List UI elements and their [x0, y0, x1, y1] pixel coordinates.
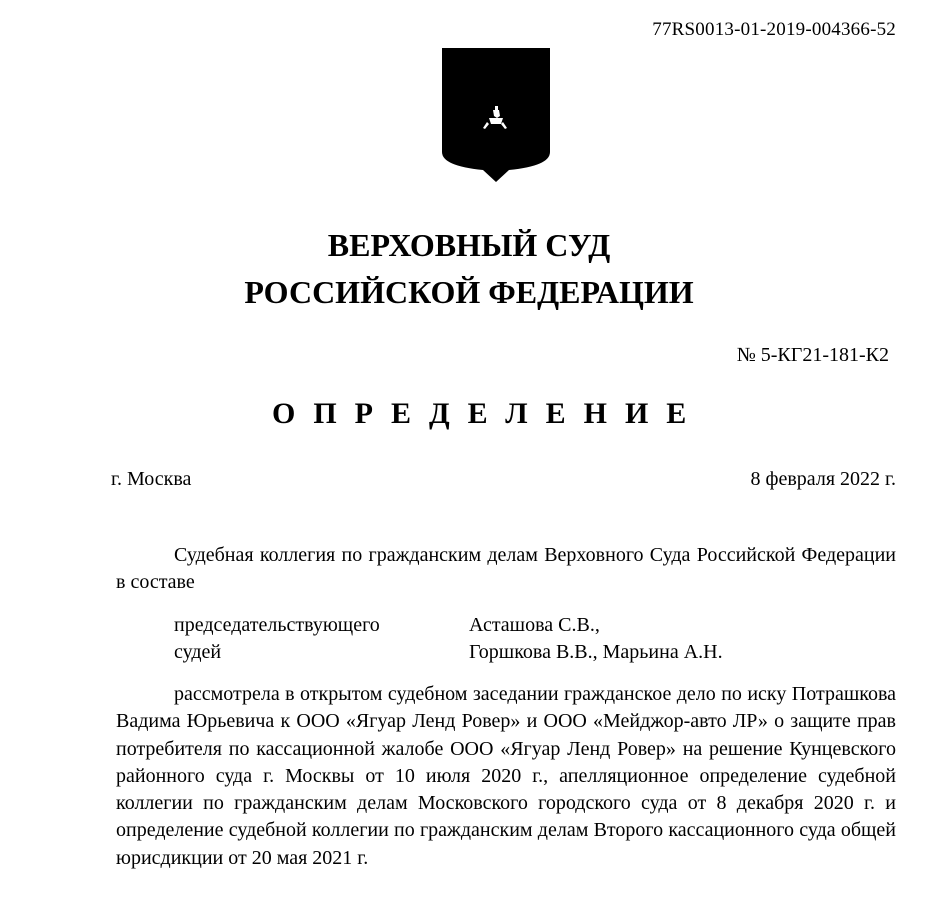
presiding-judge: Асташова С.В., — [469, 614, 600, 636]
court-name-line-2: РОССИЙСКОЙ ФЕДЕРАЦИИ — [244, 274, 694, 310]
judges-names: Горшкова В.В., Марьина А.Н. — [469, 641, 723, 663]
intro-paragraph: Судебная коллегия по гражданским делам Верховного Суда Российской Федерации в составе — [116, 544, 896, 594]
document-type-title: ОПРЕДЕЛЕНИЕ — [272, 397, 705, 430]
presiding-role: председательствующего — [174, 614, 380, 636]
main-paragraph: рассмотрела в открытом судебном заседании гражданское дело по иску Потрашкова Вадима Юрьевича к ООО «Ягуар Ленд Ровер» и ООО «Мейджор-авто ЛР» о защите прав потребителя по кассационной жалобе ООО «Ягуар Ленд Ровер» на решение Кунцевского районного суда г. Москвы от 10 июля 2020 г., апелляционное определение судебной коллегии по гражданским делам Московского городского суда от 8 декабря 2020 г. и определение судебной коллегии по гражданским делам Второго кассационного суда общей юрисдикции от 20 мая 2021 г. — [116, 683, 896, 869]
document-date: 8 февраля 2022 г. — [750, 468, 896, 490]
court-name-line-1: ВЕРХОВНЫЙ СУД — [327, 227, 611, 263]
coat-of-arms-emblem — [439, 46, 553, 182]
city: г. Москва — [111, 468, 192, 490]
document-number: № 5-КГ21-181-К2 — [736, 344, 889, 366]
judges-role: судей — [174, 641, 222, 663]
case-identifier: 77RS0013-01-2019-004366-52 — [652, 19, 896, 40]
